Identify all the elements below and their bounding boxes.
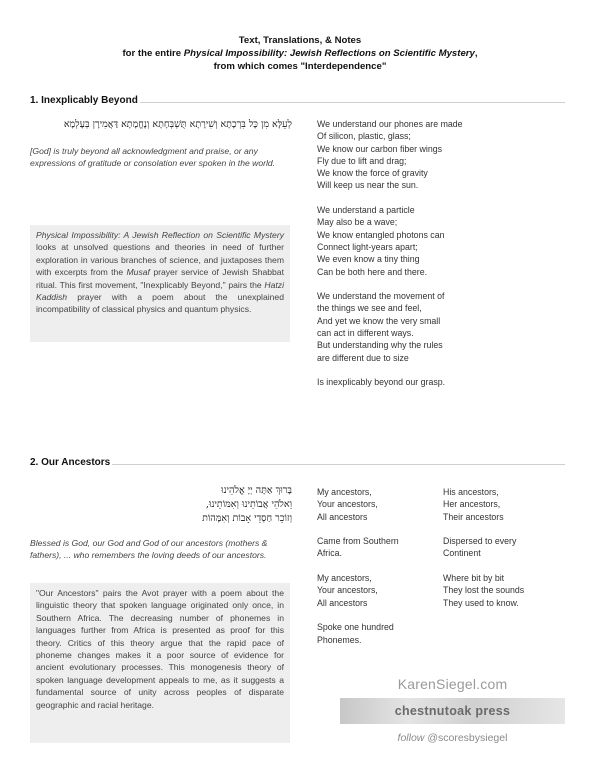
poem-line: are different due to size [317, 352, 409, 363]
poem-line: We know the force of gravity [317, 168, 428, 179]
poem-line: Of silicon, plastic, glass; [317, 131, 411, 142]
poem-line: Their ancestors [443, 511, 504, 522]
poem-line: We even know a tiny thing [317, 254, 420, 265]
header-line-3: from which comes "Interdependence" [213, 61, 387, 72]
poem-stanza [443, 572, 524, 609]
poem-line: They lost the sounds [443, 585, 525, 596]
section-1-note [30, 225, 290, 342]
poem-stanza [443, 486, 524, 523]
poem-line: Africa. [317, 548, 342, 559]
hebrew-line: וֵאלֹהֵי אֲבוֹתֵינוּ וְאִמּוֹתֵינוּ, [205, 499, 292, 510]
poem-line: can act in different ways. [317, 328, 414, 339]
poem-line: Came from Southern [317, 536, 399, 547]
section-1-hebrew [30, 118, 292, 132]
hebrew-line: לְעֵלָּא מִן כָּל בִּרְכָתָא וְשִׁירָתָא תֻּשְׁבְּחָתָא וְנֶחֱמָתָא דַּאֲמִירָן בְּעָלְמָא [63, 119, 292, 130]
header-line-1: Text, Translations, & Notes [238, 35, 362, 46]
section-2-hebrew [30, 484, 292, 526]
header-line-2 [0, 47, 600, 60]
header-line-2-prefix: for the entire [122, 48, 184, 59]
social-handle[interactable] [340, 732, 565, 744]
poem-line: My ancestors, [317, 573, 372, 584]
poem-line: They used to know. [443, 597, 519, 608]
publisher-logo [340, 698, 565, 724]
poem-line: May also be a wave; [317, 217, 398, 228]
poem-line: Her ancestors, [443, 499, 501, 510]
poem-line: All ancestors [317, 597, 368, 608]
note-text: prayer service of Jewish Shabbat ritual. This first movement, "Inexplicably Beyond," pairs the [36, 267, 284, 290]
handle-text: @scoresbysiegel [424, 732, 508, 744]
hebrew-line: וְזוֹכֵר חַסְדֵי אָבוֹת וְאִמָּהוֹת [202, 513, 292, 524]
poem-stanza [317, 572, 399, 609]
poem-line: Spoke one hundred [317, 622, 394, 633]
branding [340, 676, 565, 744]
poem-line: We understand our phones are made [317, 119, 463, 129]
section-2-poem-left [317, 486, 399, 658]
poem-stanza [317, 621, 399, 646]
poem-line: the things we see and feel, [317, 303, 422, 314]
document-header [0, 34, 600, 73]
poem-line: Where bit by bit [443, 573, 505, 584]
poem-line: We understand a particle [317, 205, 415, 216]
poem-line: His ancestors, [443, 487, 499, 497]
poem-line: All ancestors [317, 511, 368, 522]
note-text: prayer with a poem about the unexplained incompatibility of classical physics and quantum physics. [36, 292, 284, 315]
note-text: looks at unsolved questions and theories in need of further exploration in various branches of science, and juxtaposes them with excerpts from the [36, 242, 284, 278]
poem-line: We know our carbon fiber wings [317, 143, 443, 154]
follow-label: follow [397, 732, 425, 744]
poem-line: We understand the movement of [317, 291, 445, 302]
section-2-note: "Our Ancestors" pairs the Avot prayer with a poem about the linguistic theory that spoken language originated only once, in Southern Africa. The decreasing number of phonemes in languages further from Africa is presented as proof for this theory. Critics of this theory argue that the rapid pace of phoneme changes makes it a poor source of evidence for ancient evolutionary processes. This monogenesis theory of spoken language development appeals to me, as it suggests a fundamental source of unity across peoples of disparate geographic and racial heritage. [30, 583, 290, 743]
poem-line: Your ancestors, [317, 585, 378, 596]
poem-line: We know entangled photons can [317, 229, 445, 240]
section-1-title: 1. Inexplicably Beyond [30, 95, 138, 106]
poem-stanza [317, 118, 463, 192]
poem-line: Can be both here and there. [317, 266, 428, 277]
note-hatzi-kaddish: Hatzi Kaddish [36, 279, 284, 303]
hebrew-line: בָּרוּךְ אַתָּה יְיָ אֱלֹהֵינוּ [221, 485, 292, 496]
note-title: Physical Impossibility: A Jewish Reflection on Scientific Mystery [36, 230, 284, 240]
poem-stanza [317, 290, 463, 364]
header-line-2-suffix: , [474, 48, 478, 59]
publisher-name: chestnutoak press [394, 704, 511, 718]
poem-line: Dispersed to every [443, 536, 517, 547]
poem-line: Connect light-years apart; [317, 241, 418, 252]
poem-stanza [317, 486, 399, 523]
poem-stanza [443, 535, 524, 560]
section-2-rule [112, 464, 565, 465]
poem-stanza [317, 535, 399, 560]
poem-line: Your ancestors, [317, 499, 378, 510]
website-link[interactable]: KarenSiegel.com [397, 676, 508, 692]
poem-line: My ancestors, [317, 487, 372, 497]
section-1-rule [140, 102, 565, 103]
poem-line: Will keep us near the sun. [317, 180, 419, 191]
section-2-poem-right [443, 486, 524, 621]
poem-line: And yet we know the very small [317, 315, 441, 326]
note-musaf: Musaf [126, 267, 150, 278]
section-1-poem [317, 118, 463, 401]
poem-stanza [317, 376, 463, 388]
poem-line: But understanding why the rules [317, 340, 443, 351]
section-2-title: 2. Our Ancestors [30, 457, 111, 468]
poem-stanza [317, 204, 463, 278]
work-title: Physical Impossibility: Jewish Reflections on Scientific Mystery [183, 48, 475, 59]
poem-line: Phonemes. [317, 634, 362, 645]
poem-line: Continent [443, 548, 481, 559]
poem-line: Fly due to lift and drag; [317, 155, 407, 166]
section-2-translation: Blessed is God, our God and God of our ancestors (mothers & fathers), ... who remembers the loving deeds of our ancestors. [30, 538, 268, 561]
section-1-translation: [God] is truly beyond all acknowledgment and praise, or any expressions of gratitude or consolation ever spoken in the world. [30, 146, 276, 169]
poem-line: Is inexplicably beyond our grasp. [317, 377, 446, 388]
